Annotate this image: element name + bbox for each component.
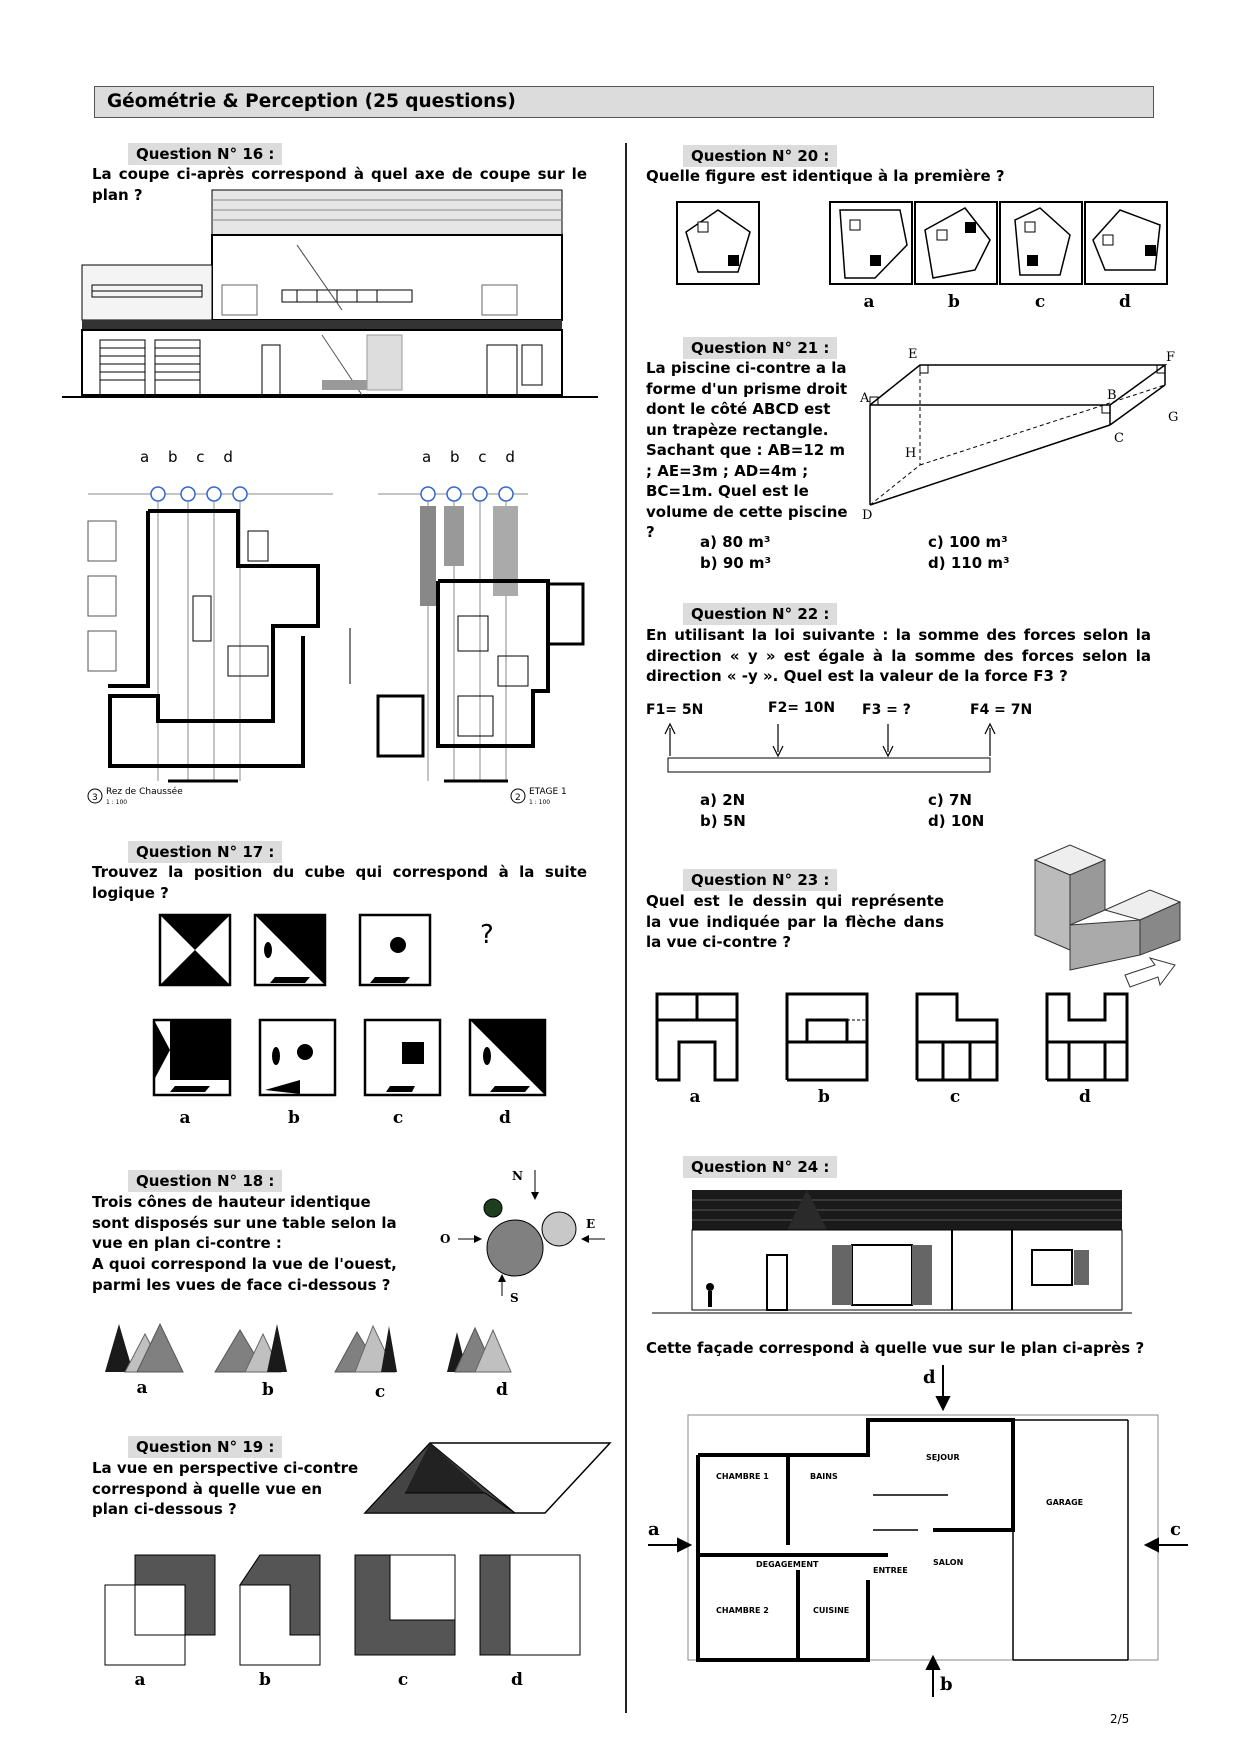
q22-force-f3: F3 = ?: [862, 702, 911, 718]
q24-arrow-label-a: a: [648, 1519, 660, 1540]
q24-room-sejour: SEJOUR: [926, 1453, 960, 1462]
q19-perspective-view: [365, 1438, 615, 1518]
q16-axis-d-2: d: [505, 448, 515, 466]
q21-point-c: C: [1114, 431, 1124, 446]
q21-point-b: B: [1107, 388, 1117, 403]
q24-facade: [652, 1185, 1132, 1320]
q22-answer-a: a) 2N: [700, 791, 746, 809]
q17-text: Trouvez la position du cube qui correspond à la suite logique ?: [92, 863, 587, 902]
q17-question-mark: ?: [480, 920, 494, 950]
q16-axis-a-2: a: [422, 448, 432, 466]
q18-option-c: c: [374, 1382, 386, 1402]
q18-compass-s: S: [510, 1291, 519, 1305]
q23-view-options: [655, 992, 1175, 1082]
q16-plan1-number: 3: [92, 793, 98, 803]
column-divider: [625, 143, 627, 1713]
q17-cube-sequence: [150, 905, 550, 995]
q16-plan2-scale: 1 : 100: [529, 799, 551, 806]
q19-option-a: a: [134, 1670, 146, 1690]
q16-plan1-scale: 1 : 100: [106, 799, 128, 806]
q23-label: Question N° 23 :: [683, 869, 837, 891]
q16-axis-labels-2: [422, 448, 515, 466]
q21-text: La piscine ci-contre a la forme d'un prisme droit dont le côté ABCD est un trapèze rectangle. Sachant que : AB=12 m ; AE=3m ; AD=4m ; BC=1m. Quel est le volume de cette piscine ?: [646, 359, 848, 541]
q18-compass-o: O: [440, 1232, 451, 1246]
q23-isometric-view: [1030, 840, 1190, 990]
q16-axis-b-2: b: [449, 448, 460, 466]
q22-text: En utilisant la loi suivante : la somme des forces selon la direction « y » est égale à la somme des forces selon la direction « -y ». Quel est la valeur de la force F3 ?: [646, 626, 1151, 685]
q18-option-d: d: [496, 1380, 508, 1400]
q16-floor-plans: [88, 476, 598, 806]
q24-room-chambre1: CHAMBRE 1: [716, 1472, 769, 1481]
q19-option-d: d: [511, 1670, 523, 1690]
q20-option-d: d: [1119, 292, 1131, 312]
q24-room-degagement: DEGAGEMENT: [756, 1560, 819, 1569]
q22-force-f4: F4 = 7N: [970, 702, 1033, 718]
q22-answer-b: b) 5N: [700, 812, 746, 830]
q24-room-entree: ENTREE: [873, 1566, 908, 1575]
q21-point-a: A: [860, 391, 870, 406]
q22-answer-c: c) 7N: [928, 791, 972, 809]
q24-floor-plan: [648, 1365, 1188, 1695]
q19-text: La vue en perspective ci-contre correspond à quelle vue en plan ci-dessous ?: [92, 1459, 359, 1518]
q20-option-a: a: [863, 292, 875, 312]
q18-option-b: b: [262, 1380, 274, 1400]
q21-point-f: F: [1166, 350, 1176, 365]
q16-label: Question N° 16 :: [128, 143, 282, 165]
q16-axis-d: d: [223, 448, 233, 466]
q24-label: Question N° 24 :: [683, 1156, 837, 1178]
q17-cube-options: [150, 1010, 560, 1105]
q23-text: Quel est le dessin qui représente la vue indiquée par la flèche dans la vue ci-contre ?: [646, 892, 944, 951]
q20-figures: [675, 200, 1175, 290]
q16-axis-b: b: [167, 448, 178, 466]
q16-plan2-number: 2: [515, 793, 521, 803]
q24-arrow-label-b: b: [940, 1674, 953, 1695]
q16-axis-c-2: c: [478, 448, 487, 466]
q23-option-a: a: [689, 1087, 701, 1107]
q17-option-b: b: [288, 1108, 300, 1128]
q23-option-d: d: [1079, 1087, 1091, 1107]
q21-label: Question N° 21 :: [683, 337, 837, 359]
q19-label: Question N° 19 :: [128, 1436, 282, 1458]
q17-option-d: d: [499, 1108, 511, 1128]
q23-option-c: c: [949, 1087, 961, 1107]
q21-answer-b: b) 90 m³: [700, 554, 772, 572]
q20-label: Question N° 20 :: [683, 145, 837, 167]
q24-room-chambre2: CHAMBRE 2: [716, 1606, 769, 1615]
q24-room-garage: GARAGE: [1046, 1498, 1084, 1507]
q16-plan1-title: Rez de Chaussée: [106, 787, 183, 797]
q19-option-c: c: [397, 1670, 409, 1690]
q17-label: Question N° 17 :: [128, 841, 282, 863]
q18-option-a: a: [136, 1378, 148, 1398]
q24-arrow-label-d: d: [923, 1367, 936, 1388]
q16-axis-labels-1: [140, 448, 233, 466]
q22-force-f2: F2= 10N: [768, 700, 836, 716]
q21-point-e: E: [908, 347, 918, 362]
section-title: Géométrie & Perception (25 questions): [94, 86, 1154, 118]
q21-answer-c: c) 100 m³: [928, 533, 1008, 551]
q24-text: Cette façade correspond à quelle vue sur le plan ci-après ?: [646, 1339, 1145, 1357]
q21-answer-a: a) 80 m³: [700, 533, 771, 551]
q24-room-bains: BAINS: [810, 1472, 838, 1481]
q16-axis-c: c: [196, 448, 205, 466]
q21-point-d: D: [862, 508, 873, 523]
q19-plan-options: [105, 1555, 555, 1675]
q24-room-salon: SALON: [933, 1558, 964, 1567]
q24-arrow-label-c: c: [1170, 1519, 1181, 1540]
q19-option-b: b: [259, 1670, 271, 1690]
q20-option-c: c: [1034, 292, 1046, 312]
q18-plan-view: [440, 1168, 610, 1308]
q16-text: La coupe ci-après correspond à quel axe de coupe sur le plan ?: [92, 165, 587, 204]
q17-option-a: a: [179, 1108, 191, 1128]
q21-answer-d: d) 110 m³: [928, 554, 1010, 572]
q17-option-c: c: [392, 1108, 404, 1128]
q16-section-drawing: [62, 190, 598, 405]
q18-text: Trois cônes de hauteur identique sont disposés sur une table selon la vue en plan ci-contre :: [92, 1193, 397, 1252]
q20-text: Quelle figure est identique à la première ?: [646, 167, 1005, 185]
q22-label: Question N° 22 :: [683, 603, 837, 625]
q18-text-2: A quoi correspond la vue de l'ouest, parmi les vues de face ci-dessous ?: [92, 1255, 397, 1294]
q24-room-cuisine: CUISINE: [813, 1606, 850, 1615]
q18-compass-n: N: [512, 1169, 523, 1183]
q22-force-diagram: [660, 720, 1000, 780]
q22-answer-d: d) 10N: [928, 812, 985, 830]
q23-option-b: b: [818, 1087, 830, 1107]
q18-label: Question N° 18 :: [128, 1170, 282, 1192]
q21-point-g: G: [1168, 410, 1179, 425]
q22-force-f1: F1= 5N: [646, 702, 704, 718]
q18-front-views: [105, 1320, 545, 1380]
q16-plan2-title: ETAGE 1: [529, 787, 567, 797]
q21-pool-prism: [860, 345, 1190, 525]
q18-compass-e: E: [586, 1217, 596, 1231]
q16-axis-a: a: [140, 448, 150, 466]
q21-point-h: H: [905, 446, 917, 461]
page-number: 2/5: [1110, 1712, 1130, 1726]
q20-option-b: b: [948, 292, 960, 312]
